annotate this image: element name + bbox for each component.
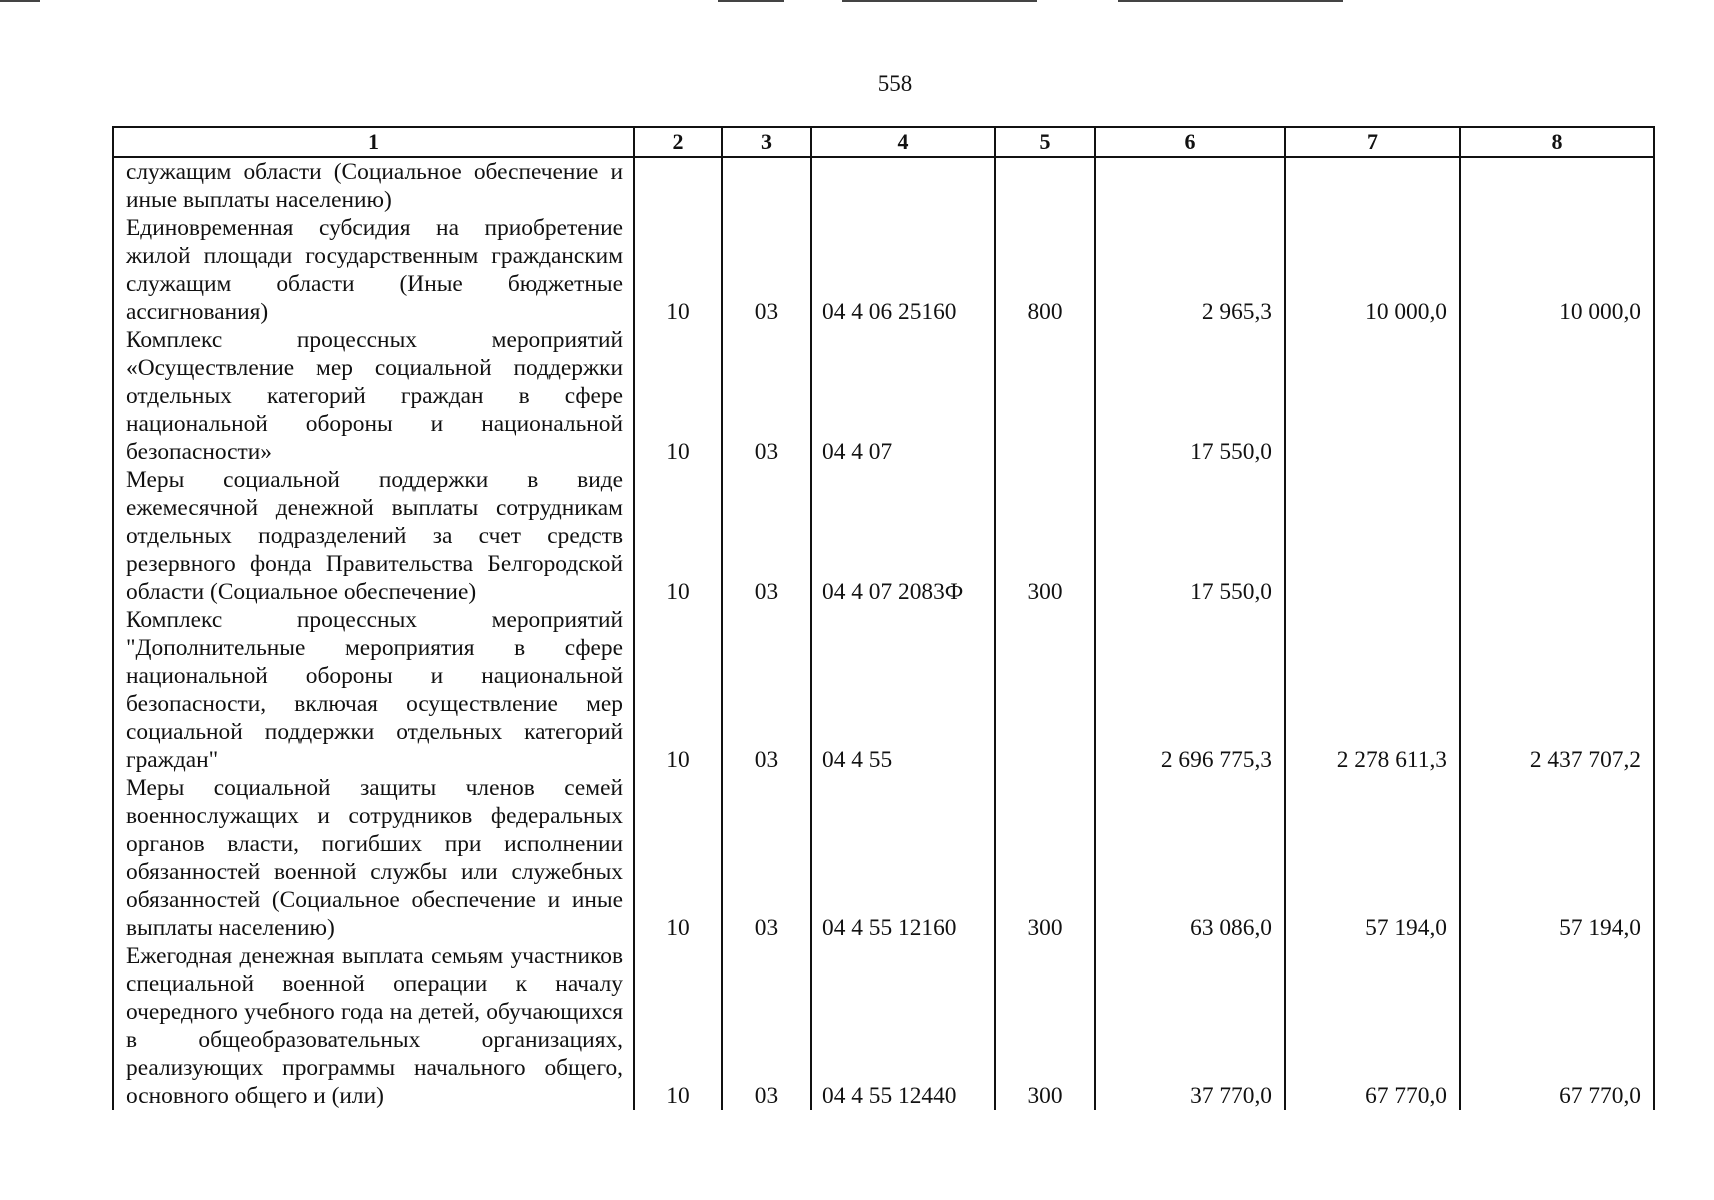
cell-amount-col7: 57 194,0: [1285, 774, 1460, 942]
cell-subsection: 03: [722, 606, 811, 774]
column-header: 6: [1095, 127, 1285, 157]
cell-amount-col8: [1460, 326, 1654, 466]
cell-amount-col8: [1460, 157, 1654, 214]
column-header: 3: [722, 127, 811, 157]
cell-expense-type: 800: [995, 214, 1095, 326]
cell-amount-col7: [1285, 326, 1460, 466]
cell-target-article: 04 4 55 12160: [811, 774, 995, 942]
cell-expense-type: [995, 606, 1095, 774]
cell-amount-col7: 2 278 611,3: [1285, 606, 1460, 774]
cell-section: [634, 157, 722, 214]
cell-subsection: 03: [722, 326, 811, 466]
budget-table: [112, 126, 1655, 1110]
cell-amount-col7: [1285, 157, 1460, 214]
scan-edge-line: [0, 0, 40, 2]
cell-amount-col7: [1285, 466, 1460, 606]
row-name: Меры социальной поддержки в виде ежемесячной денежной выплаты сотрудникам отдельных подразделений за счет средств резервного фонда Правительства Белгородской области (Социальное обеспечение): [113, 466, 634, 606]
cell-target-article: 04 4 06 25160: [811, 214, 995, 326]
table-row: [113, 157, 1654, 214]
cell-expense-type: [995, 326, 1095, 466]
row-name: Ежегодная денежная выплата семьям участников специальной военной операции к началу очередного учебного года на детей, обучающихся в общеобразовательных организациях, реализующих программы начального общего, основного общего и (или): [113, 942, 634, 1110]
cell-amount-col8: 57 194,0: [1460, 774, 1654, 942]
cell-amount-col8: [1460, 466, 1654, 606]
column-header: 7: [1285, 127, 1460, 157]
cell-section: 10: [634, 606, 722, 774]
scan-edge-line: [718, 0, 784, 2]
row-name: Комплекс процессных мероприятий «Осуществление мер социальной поддержки отдельных категорий граждан в сфере национальной обороны и национальной безопасности»: [113, 326, 634, 466]
cell-target-article: 04 4 07 2083Ф: [811, 466, 995, 606]
cell-amount-col6: 17 550,0: [1095, 466, 1285, 606]
cell-section: 10: [634, 214, 722, 326]
cell-amount-col7: 67 770,0: [1285, 942, 1460, 1110]
cell-amount-col8: 2 437 707,2: [1460, 606, 1654, 774]
cell-target-article: 04 4 55: [811, 606, 995, 774]
table-row: [113, 774, 1654, 942]
cell-amount-col6: 37 770,0: [1095, 942, 1285, 1110]
cell-amount-col6: [1095, 157, 1285, 214]
cell-section: 10: [634, 774, 722, 942]
scan-edge-line: [1118, 0, 1343, 2]
cell-amount-col6: 63 086,0: [1095, 774, 1285, 942]
cell-subsection: 03: [722, 214, 811, 326]
cell-amount-col6: 2 965,3: [1095, 214, 1285, 326]
column-header: 5: [995, 127, 1095, 157]
cell-target-article: [811, 157, 995, 214]
cell-section: 10: [634, 466, 722, 606]
cell-amount-col7: 10 000,0: [1285, 214, 1460, 326]
cell-expense-type: 300: [995, 942, 1095, 1110]
page-number: 558: [877, 71, 913, 96]
cell-expense-type: 300: [995, 774, 1095, 942]
row-name: Меры социальной защиты членов семей военнослужащих и сотрудников федеральных органов власти, погибших при исполнении обязанностей военной службы или служебных обязанностей (Социальное обеспечение и иные выплаты населению): [113, 774, 634, 942]
column-header: 8: [1460, 127, 1654, 157]
header-row: [113, 127, 1654, 157]
cell-expense-type: 300: [995, 466, 1095, 606]
cell-subsection: [722, 157, 811, 214]
cell-target-article: 04 4 07: [811, 326, 995, 466]
cell-amount-col6: 17 550,0: [1095, 326, 1285, 466]
table-row: [113, 466, 1654, 606]
cell-subsection: 03: [722, 774, 811, 942]
cell-expense-type: [995, 157, 1095, 214]
table-row: [113, 606, 1654, 774]
cell-section: 10: [634, 326, 722, 466]
cell-subsection: 03: [722, 466, 811, 606]
scan-edge-line: [842, 0, 1037, 2]
cell-section: 10: [634, 942, 722, 1110]
table-row: [113, 214, 1654, 326]
cell-amount-col8: 67 770,0: [1460, 942, 1654, 1110]
cell-amount-col6: 2 696 775,3: [1095, 606, 1285, 774]
table-row: [113, 326, 1654, 466]
row-name: служащим области (Социальное обеспечение и иные выплаты населению): [113, 157, 634, 214]
column-header: 4: [811, 127, 995, 157]
column-header: 1: [113, 127, 634, 157]
table-row: [113, 942, 1654, 1110]
cell-target-article: 04 4 55 12440: [811, 942, 995, 1110]
row-name: Единовременная субсидия на приобретение жилой площади государственным гражданским служащим области (Иные бюджетные ассигнования): [113, 214, 634, 326]
row-name: Комплекс процессных мероприятий "Дополнительные мероприятия в сфере национальной обороны и национальной безопасности, включая осуществление мер социальной поддержки отдельных категорий граждан": [113, 606, 634, 774]
column-header: 2: [634, 127, 722, 157]
cell-subsection: 03: [722, 942, 811, 1110]
cell-amount-col8: 10 000,0: [1460, 214, 1654, 326]
